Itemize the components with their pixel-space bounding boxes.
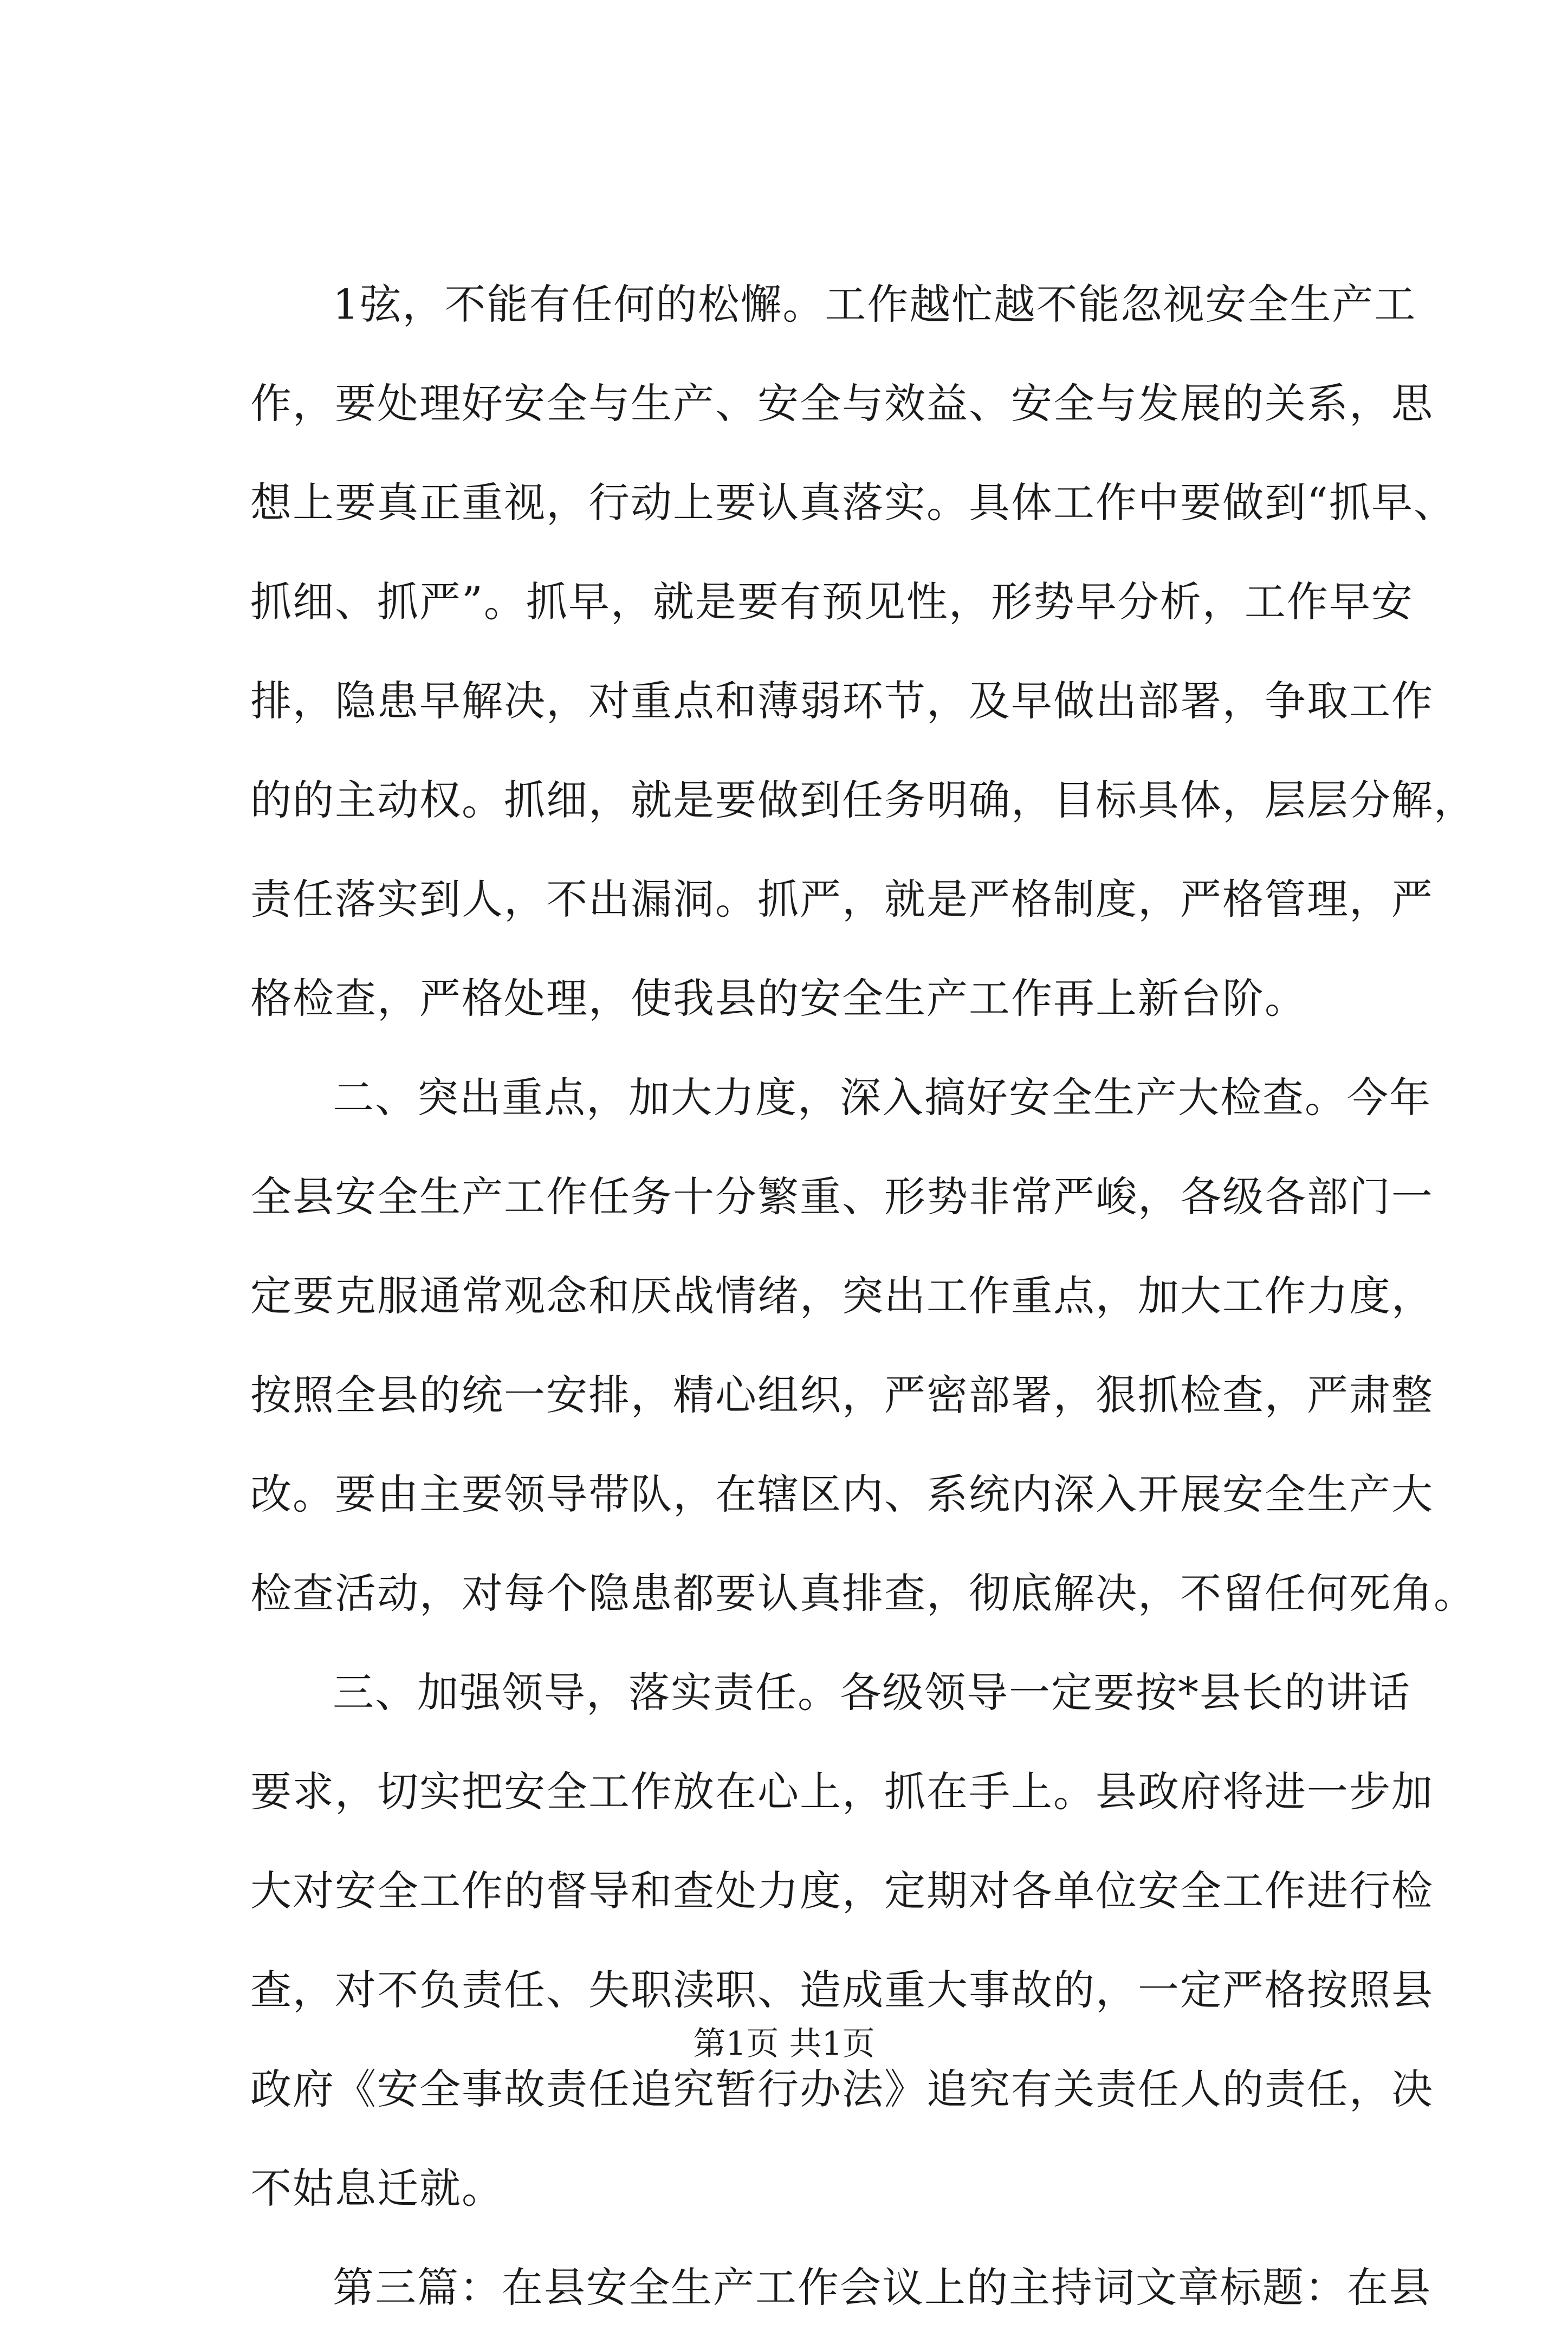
section-heading-line: 第三篇：在县安全生产工作会议上的主持词文章标题：在县 [333, 2263, 1431, 2312]
paragraph-line: 想上要真正重视，行动上要认真落实。具体工作中要做到“抓早、 [250, 478, 1456, 527]
paragraph-line: 检查活动，对每个隐患都要认真排查，彻底解决，不留任何死角。 [250, 1569, 1476, 1617]
paragraph-line: 二、突出重点，加大力度，深入搞好安全生产大检查。今年 [333, 1073, 1431, 1122]
paragraph-line: 抓细、抓严”。抓早，就是要有预见性，形势早分析，工作早安 [250, 578, 1414, 626]
paragraph-line: 三、加强领导，落实责任。各级领导一定要按*县长的讲话 [333, 1668, 1411, 1717]
paragraph-line: 不姑息迁就。 [250, 2164, 504, 2212]
paragraph-line: 定要克服通常观念和厌战情绪，突出工作重点，加大工作力度， [250, 1272, 1434, 1320]
paragraph-line: 责任落实到人，不出漏洞。抓严，就是严格制度，严格管理，严 [250, 875, 1434, 923]
paragraph-line: 的的主动权。抓细，就是要做到任务明确，目标具体，层层分解， [250, 776, 1476, 824]
paragraph-line: 排，隐患早解决，对重点和薄弱环节，及早做出部署，争取工作 [250, 677, 1434, 725]
paragraph-line: 要求，切实把安全工作放在心上，抓在手上。县政府将进一步加 [250, 1768, 1434, 1816]
paragraph-line: 全县安全生产工作任务十分繁重、形势非常严峻，各级各部门一 [250, 1173, 1434, 1221]
paragraph-line: 作，要处理好安全与生产、安全与效益、安全与发展的关系，思 [250, 379, 1434, 428]
paragraph-line: 查，对不负责任、失职渎职、造成重大事故的，一定严格按照县 [250, 1966, 1434, 2014]
paragraph-line: 按照全县的统一安排，精心组织，严密部署，狠抓检查，严肃整 [250, 1371, 1434, 1419]
page-footer: 第1页 共1页 [693, 2025, 875, 2063]
paragraph-line: 大对安全工作的督导和查处力度，定期对各单位安全工作进行检 [250, 1867, 1434, 1915]
paragraph-line: 1弦，不能有任何的松懈。工作越忙越不能忽视安全生产工 [333, 280, 1417, 328]
paragraph-line: 改。要由主要领导带队，在辖区内、系统内深入开展安全生产大 [250, 1470, 1434, 1518]
paragraph-line: 政府《安全事故责任追究暂行办法》追究有关责任人的责任，决 [250, 2065, 1434, 2113]
paragraph-line: 格检查，严格处理，使我县的安全生产工作再上新台阶。 [250, 974, 1307, 1022]
